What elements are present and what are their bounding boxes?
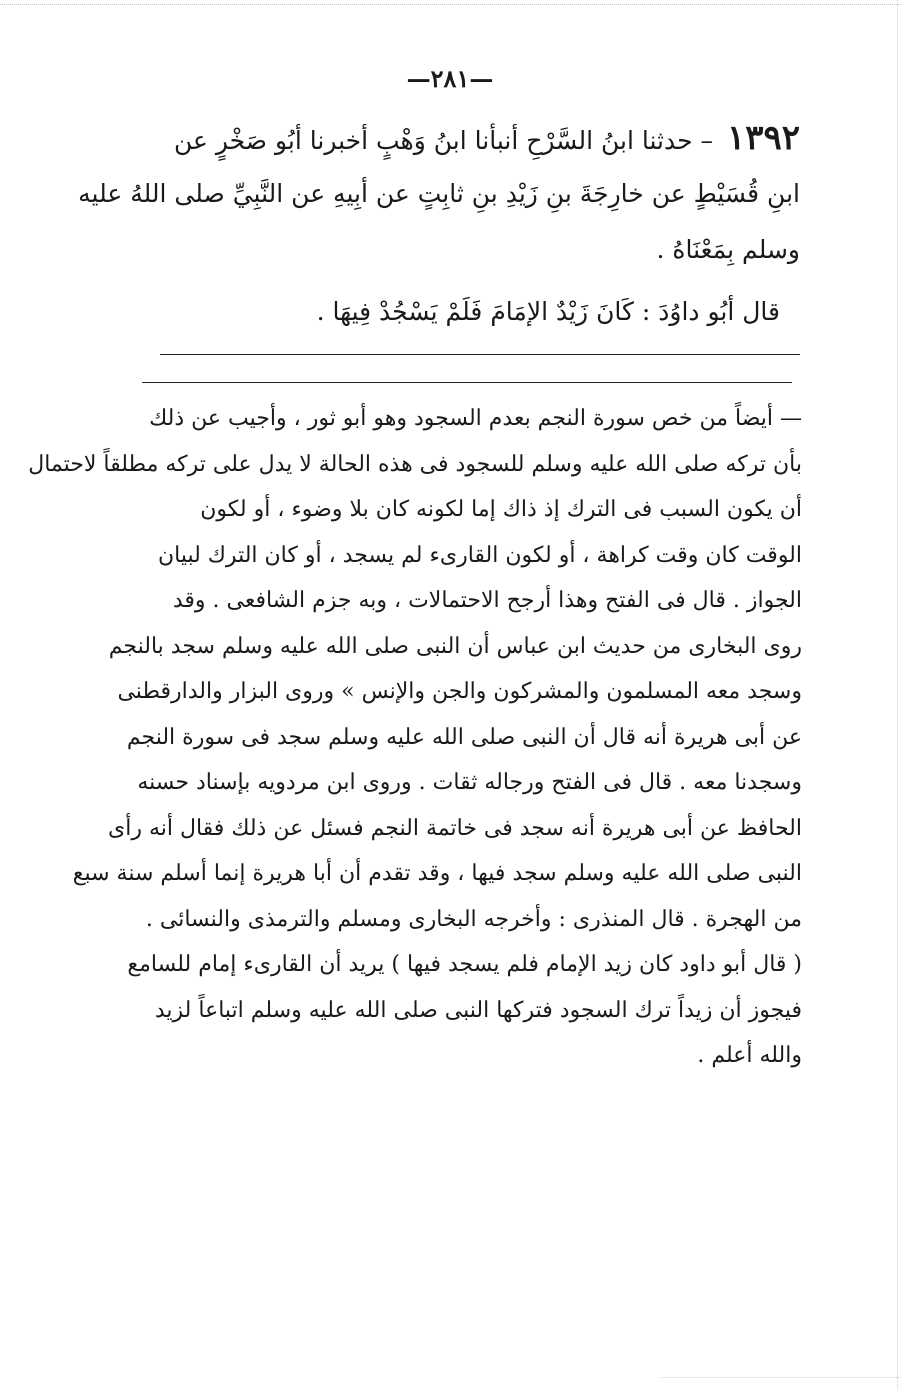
scan-edge-top [0,0,901,5]
scan-edge-right [897,0,901,1389]
hadith-line-1-text: – حدثنا ابنُ السَّرْحِ أنبأنا ابنُ وَهْبٍ أخبرنا أبُو صَخْرٍ عن [173,126,713,155]
scan-edge-bottom [660,1377,901,1379]
commentary-line: أن يكون السبب فى الترك إذ ذاك إما لكونه كان بلا وضوء ، أو لكون [200,497,802,522]
commentary-line: وسجدنا معه . قال فى الفتح ورجاله ثقات . وروى ابن مردويه بإسناد حسنه [137,770,802,795]
hadith-line-1 [118,110,800,166]
abu-dawud-remark: قال أبُو داوُدَ : كَانَ زَيْدٌ الإمَامَ فَلَمْ يَسْجُدْ فِيهَا . [316,297,780,326]
hadith-line-3: وسلم بِمَعْنَاهُ . [656,235,800,264]
commentary-line: روى البخارى من حديث ابن عباس أن النبى صلى الله عليه وسلم سجد بالنجم [108,633,802,659]
commentary-block [28,396,802,1079]
commentary-line: النبى صلى الله عليه وسلم سجد فيها ، وقد تقدم أن أبا هريرة إنما أسلم سنة سبع [72,861,802,886]
commentary-line: ( قال أبو داود كان زيد الإمام فلم يسجد فيها ) يريد أن القارىء إمام للسامع [127,952,802,977]
commentary-line: الوقت كان وقت كراهة ، أو لكون القارىء لم يسجد ، أو كان الترك لبيان [157,542,802,568]
hadith-line-2: ابنِ قُسَيْطٍ عن خارِجَةَ بنِ زَيْدِ بنِ ثابِتٍ عن أبِيهِ عن النَّبِيِّ صلى اللهُ عليه [78,179,800,208]
commentary-line: عن أبى هريرة أنه قال أن النبى صلى الله عليه وسلم سجد فى سورة النجم [126,724,802,750]
commentary-line: الجواز . قال فى الفتح وهذا أرجح الاحتمالات ، وبه جزم الشافعى . وقد [172,588,802,613]
commentary-line: — أيضاً من خص سورة النجم بعدم السجود وهو أبو ثور ، وأجيب عن ذلك [149,406,802,431]
hadith-block [78,110,800,278]
commentary-line: فيجوز أن زيداً ترك السجود فتركها النبى صلى الله عليه وسلم اتباعاً لزيد [154,997,802,1023]
commentary-line: الحافظ عن أبى هريرة أنه سجد فى خاتمة النجم فسئل عن ذلك فقال أنه رأى [108,815,802,841]
commentary-line: والله أعلم . [697,1043,802,1068]
divider-rule-top [160,354,800,355]
commentary-line: من الهجرة . قال المنذرى : وأخرجه البخارى ومسلم والترمذى والنسائى . [145,906,802,932]
hadith-number: ١٣٩٢ [726,118,800,158]
page-number: —٢٨١— [406,64,494,93]
commentary-line: وسجد معه المسلمون والمشركون والجن والإنس » وروى البزار والدارقطنى [117,679,802,704]
commentary-line: بأن تركه صلى الله عليه وسلم للسجود فى هذه الحالة لا يدل على تركه مطلقاً لاحتمال [28,451,802,477]
divider-rule-bottom [142,382,792,383]
